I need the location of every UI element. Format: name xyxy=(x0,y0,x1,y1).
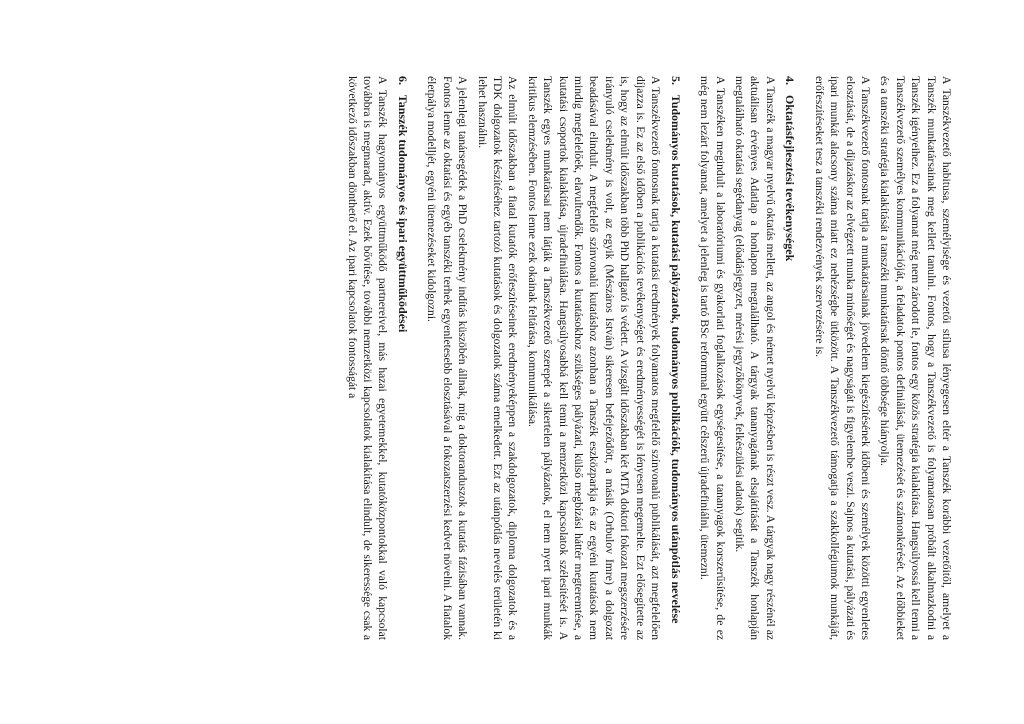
paragraph: A jelenlegi tanársegédek a PhD cselekmény indítás küszöbén állnak, míg a doktoranduszok a kutatás fázisában vannak. Fontos lenne az oktatási és egyéb tanszéki terhek egyenletesebb elosztásával a fokozatszerzési kedvet növelni. A fiatalok életpálya modelljét, egyéni ütemezéseket kidolgozni. xyxy=(425,76,470,640)
paragraph: A Tanszékvezető habitusa, személyisége és vezetői stílusa lényegesen eltér a Tanszék korábbi vezetőitől, amelyet a Tanszék munkatársainak meg kellett tanulni. Fontos, hogy a Tanszékvezető is folyamatosan próbált alkalmazkodni a Tanszék igényeihez. Ez a folyamat még nem zárodott le, fontos egy közös stratégia kialakítása. Hangsúlyossá kell tenni a Tanszékvezető személyes kommunikációját, a feladatok pontos definiálását, ütemezését és számonkérését. Az előbbieket és a tanszéki stratégia kialakítását a tanszéki munkatársak döntő többsége hiányolja. xyxy=(878,76,953,640)
section-number: 6. xyxy=(396,76,411,85)
paragraph: Az elmúlt időszakban a fiatal kutatók erőfeszítéseinek eredményeképpen a szakdolgozatok, diploma dolgozatok és a TDK dolgozatok készítéséhez tartozó kutatások és dolgozatok száma emelkedett. Ezt az utánpótlás nevelés területén ki lehet használni. xyxy=(475,76,520,640)
paragraph: A Tanszék hagyományos együttműködő partnereivel, más hazai egyetemekkel, kutatóközpontokkal való kapcsolat továbbra is megmaradt, aktív. Ezek bővítése, további nemzetközi kapcsolatok kialakítása elindult, de sikeressége csak a következő időszakban dönthető el. Az ipari kapcsolatok fontosságát a xyxy=(345,76,390,640)
section-heading xyxy=(394,76,410,640)
paragraph: A Tanszék a magyar nyelvű oktatás mellett, az angol és német nyelvű képzésben is részt vesz. A tárgyak nagy részénél az aktuálisan érvényes Adatlap a honlapon megtalálható. A tárgyak tananyagának elsajátítását a Tanszék honlapján megtalálható oktatási segédanyag (előadásjegyzet, mérési jegyzőkönyvek, felkészülési adatok) segítik. xyxy=(732,76,777,640)
section-number: 4. xyxy=(783,76,798,85)
section-heading xyxy=(667,76,683,640)
section-6 xyxy=(344,76,410,640)
section-heading xyxy=(782,76,798,640)
intro-section xyxy=(811,76,954,640)
section-title: Tudományos kutatások, kutatási pályázatok, tudományos publikációk, tudományos utánpótlás nevelése xyxy=(668,94,683,624)
section-5 xyxy=(424,76,683,640)
section-title: Tanszék tudományos és ipari együttműködései xyxy=(396,94,411,333)
section-number: 5. xyxy=(668,76,683,85)
section-4 xyxy=(697,76,798,640)
paragraph: A Tanszéken megindult a laboratóriumi és gyakorlati foglalkozások egységesítése, a tananyagok korszerűsítése, de ez még nem lezárt folyamat, amelyet a jelenleg is tartó BSc reformmal együtt célszerű újradefiniálni, ütemezni. xyxy=(698,76,727,640)
section-title: Oktatásfejlesztési tevékenységek xyxy=(783,95,798,262)
paragraph: A Tanszékvezető fontosnak tartja a munkatársainak jövedelem kiegészítésének időbeni és személyek közötti egyenletes elosztását, de a díjazáskor az elvégzett munka minőségét és nagyságát is figyelembe veszi. Sajnos a kutatási, pályázati és ipari munkát alacsony száma miatt ez nehézségbe ütközött. A Tanszékvezető támogatja a szakkollégiumok munkáját, erőfeszítéseket tesz a tanszéki rendezvények szervezésére is. xyxy=(812,76,872,640)
paragraph: A Tanszékvezető fontosnak tartja a kutatási eredmények folyamatos megfelelő színvonalú publikálását, azt megfelelően díjazza is. Ez az első időben a publikációs tevékenységet és eredményességét is lényesen megemelte. Ezt elősegítette az is, hogy az elmúlt időszakban több PhD hallgató is védett. A vizsgált időszakban két MTA doktori fokozat megszerzésére irányuló cselekmény is volt, az egyik (Mészáros István) sikeresen befejeződött, a másik (Orbulov Imre) a dolgozat beadásával elindult. A megfelelő színvonalú kutatáshoz azonban a Tanszék eszközparkja és az egyéni kutatások nem mindig megfelelőek, elavultendők. Fontos a kutatásokhoz szükséges pályázati, külső megbízási háttér megteremtése, a kutatási csoportok kialakítása, újradefiniálása. Hangsúlyosabbá kell tenni a nemzetközi kapcsolatok szélesítését is. A Tanszék egyes munkatársai nem látják a Tanszékvezető szerepét a sikertelen pályázatok, el nem nyert ipari munkák kritikus elemzésében. Fontos lenne ezek okainak feltárása, kommunikálása. xyxy=(525,76,663,640)
